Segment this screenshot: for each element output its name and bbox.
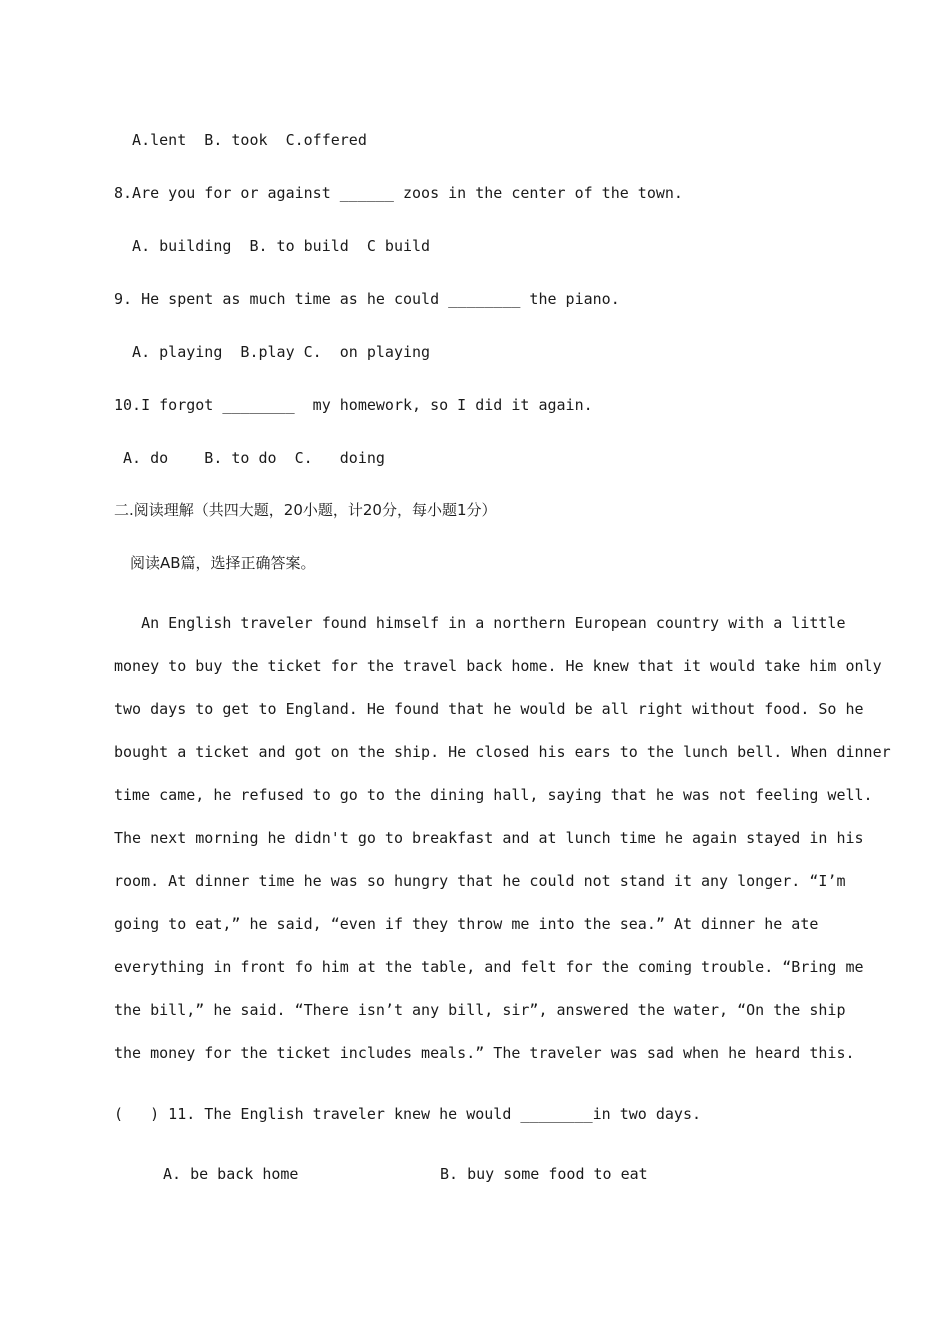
passage-line: the money for the ticket includes meals.” The traveler was sad when he heard this.	[114, 1044, 855, 1062]
passage-line: going to eat,” he said, “even if they throw me into the sea.” At dinner he ate	[114, 915, 819, 933]
question-10-options: A. do B. to do C. doing	[114, 449, 385, 467]
question-8-options: A. building B. to build C build	[114, 237, 431, 255]
section-instruction: 阅读AB篇，选择正确答案。	[130, 554, 316, 572]
passage-line: money to buy the ticket for the travel back home. He knew that it would take him only	[114, 657, 882, 675]
question-9-options: A. playing B.play C. on playing	[114, 343, 431, 361]
passage-line: room. At dinner time he was so hungry that he could not stand it any longer. “I’m	[114, 872, 846, 890]
question-11-option-b: B. buy some food to eat	[440, 1165, 648, 1183]
passage-line: An English traveler found himself in a northern European country with a little	[114, 614, 846, 632]
section-heading: 二.阅读理解（共四大题，20小题，计20分，每小题1分）	[114, 501, 497, 519]
passage-line: everything in front fo him at the table, and felt for the coming trouble. “Bring me	[114, 958, 864, 976]
question-8-stem: 8.Are you for or against ______ zoos in the center of the town.	[114, 184, 683, 202]
question-11-option-a: A. be back home	[163, 1165, 299, 1183]
question-7-options: A.lent B. took C.offered	[114, 131, 367, 149]
question-9-stem: 9. He spent as much time as he could ________ the piano.	[114, 290, 620, 308]
passage-line: the bill,” he said. “There isn’t any bill, sir”, answered the water, “On the ship	[114, 1001, 846, 1019]
question-11-stem: ( ) 11. The English traveler knew he would ________in two days.	[114, 1105, 701, 1123]
passage-line: bought a ticket and got on the ship. He closed his ears to the lunch bell. When dinner	[114, 743, 891, 761]
passage-line: The next morning he didn't go to breakfast and at lunch time he again stayed in his	[114, 829, 864, 847]
passage-line: two days to get to England. He found that he would be all right without food. So he	[114, 700, 864, 718]
question-10-stem: 10.I forgot ________ my homework, so I did it again.	[114, 396, 593, 414]
passage-line: time came, he refused to go to the dining hall, saying that he was not feeling well.	[114, 786, 873, 804]
